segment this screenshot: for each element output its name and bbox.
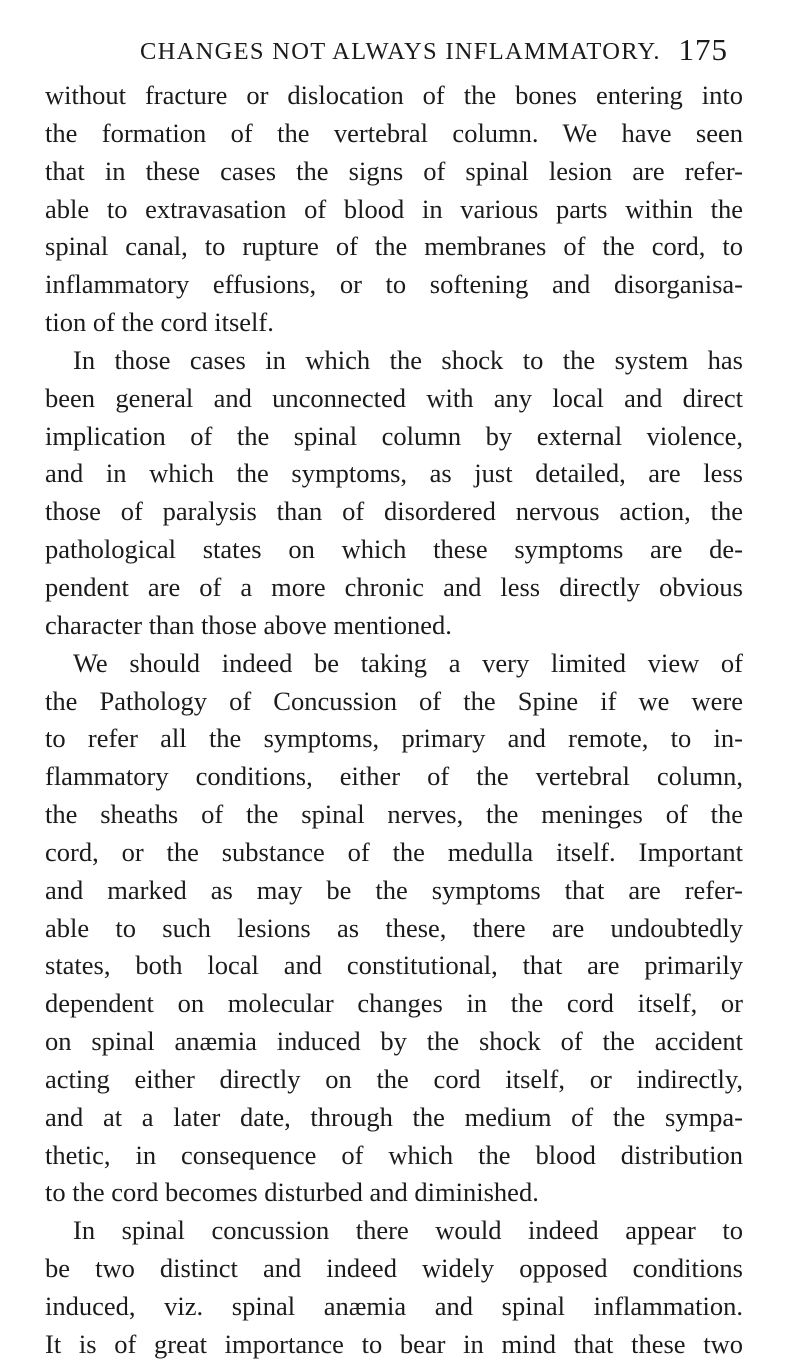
- text-line: able to such lesions as these, there are undoubtedly: [45, 912, 743, 943]
- text-line: the formation of the vertebral column. We have seen: [45, 117, 743, 148]
- text-line: and marked as may be the symptoms that are refer-: [45, 874, 743, 905]
- page-number: 175: [678, 32, 728, 67]
- text-line: It is of great importance to bear in mind that these two: [45, 1328, 743, 1359]
- text-line: be two distinct and indeed widely opposed conditions: [45, 1253, 743, 1284]
- text-line: able to extravasation of blood in various parts within the: [45, 193, 743, 224]
- text-line: and in which the symptoms, as just detailed, are less: [45, 458, 743, 489]
- text-line: the Pathology of Concussion of the Spine if we were: [45, 685, 743, 716]
- text-line: inflammatory effusions, or to softening and disorganisa-: [45, 269, 743, 300]
- running-title: CHANGES NOT ALWAYS INFLAMMATORY.: [140, 38, 661, 65]
- text-line: character than those above mentioned.: [45, 609, 452, 640]
- text-line: those of paralysis than of disordered nervous action, the: [45, 496, 743, 527]
- text-line: tion of the cord itself.: [45, 307, 274, 338]
- text-line: the sheaths of the spinal nerves, the meninges of the: [45, 799, 743, 830]
- text-line: to refer all the symptoms, primary and remote, to in-: [45, 723, 743, 754]
- text-line: dependent on molecular changes in the cord itself, or: [45, 988, 743, 1019]
- text-line: been general and unconnected with any local and direct: [45, 382, 743, 413]
- text-line: without fracture or dislocation of the bones entering into: [45, 80, 743, 110]
- text-line: In spinal concussion there would indeed appear to: [73, 1215, 743, 1246]
- text-line: that in these cases the signs of spinal lesion are refer-: [45, 155, 743, 186]
- text-line: implication of the spinal column by external violence,: [45, 420, 743, 451]
- text-line: We should indeed be taking a very limited view of: [73, 647, 743, 678]
- text-line: acting either directly on the cord itself, or indirectly,: [45, 1063, 743, 1094]
- text-line: to the cord becomes disturbed and diminished.: [45, 1177, 539, 1208]
- text-line: thetic, in consequence of which the blood distribution: [45, 1139, 743, 1170]
- running-header: [140, 32, 728, 72]
- text-line: on spinal anæmia induced by the shock of the accident: [45, 1026, 743, 1057]
- text-line: In those cases in which the shock to the system has: [73, 344, 743, 375]
- text-line: and at a later date, through the medium of the sympa-: [45, 1101, 743, 1132]
- text-line: flammatory conditions, either of the vertebral column,: [45, 761, 743, 792]
- text-line: spinal canal, to rupture of the membranes of the cord, to: [45, 231, 743, 262]
- text-line: states, both local and constitutional, that are primarily: [45, 950, 743, 981]
- body-text: [45, 77, 743, 1364]
- text-line: pendent are of a more chronic and less directly obvious: [45, 571, 743, 602]
- text-line: pathological states on which these symptoms are de-: [45, 534, 743, 565]
- text-line: induced, viz. spinal anæmia and spinal inflammation.: [45, 1291, 743, 1321]
- text-line: cord, or the substance of the medulla itself. Important: [45, 836, 743, 867]
